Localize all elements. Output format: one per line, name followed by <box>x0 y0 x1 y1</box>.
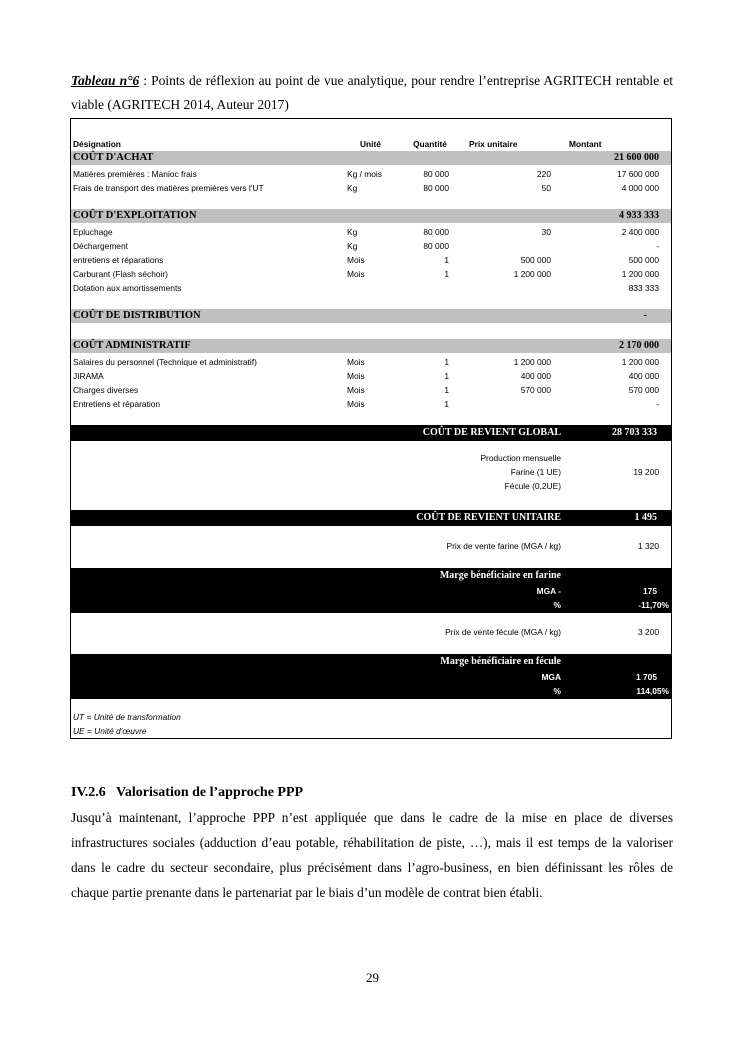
row-quantity: 80 000 <box>423 227 449 237</box>
page-number: 29 <box>366 970 379 985</box>
table-notes <box>71 711 671 739</box>
farine-margin-mga-label: MGA - <box>536 586 561 596</box>
farine-margin-label: Marge bénéficiaire en farine <box>439 570 561 581</box>
row-designation: Déchargement <box>73 241 128 251</box>
row-unit-price: 500 000 <box>520 255 551 265</box>
row-unit: Mois <box>347 371 365 381</box>
row-quantity: 1 <box>444 371 449 381</box>
row-quantity: 1 <box>444 269 449 279</box>
section-header-achat <box>71 151 671 165</box>
row-designation: Carburant (Flash séchoir) <box>73 269 168 279</box>
header-unit: Unité <box>360 139 381 149</box>
table-caption <box>71 69 673 117</box>
row-amount: 1 200 000 <box>621 269 659 279</box>
row-amount: 2 400 000 <box>621 227 659 237</box>
section-title: COÛT D'EXPLOITATION <box>73 210 197 221</box>
header-unit-price: Prix unitaire <box>469 139 518 149</box>
farine-price-label: Prix de vente farine (MGA / kg) <box>446 541 561 551</box>
farine-margin-block <box>71 568 671 613</box>
header-designation: Désignation <box>73 139 121 149</box>
row-unit-price: 30 <box>541 227 551 237</box>
section-total: 21 600 000 <box>614 152 659 163</box>
section-title: Valorisation de l’approche PPP <box>116 785 304 800</box>
fecule-margin-label: Marge bénéficiaire en fécule <box>440 656 561 667</box>
row-unit: Mois <box>347 269 365 279</box>
row-designation: Epluchage <box>73 227 113 237</box>
table-row <box>71 267 671 281</box>
row-quantity: 80 000 <box>423 169 449 179</box>
row-amount: - <box>656 241 659 251</box>
row-unit: Mois <box>347 399 365 409</box>
section-total: 4 933 333 <box>619 210 659 221</box>
production-title: Production mensuelle <box>480 453 561 463</box>
table-row <box>71 281 671 295</box>
note-ut: UT = Unité de transformation <box>73 712 181 722</box>
table-row <box>71 239 671 253</box>
row-unit-price: 50 <box>541 183 551 193</box>
global-cost-value: 28 703 333 <box>612 427 657 438</box>
row-amount: - <box>656 399 659 409</box>
table-header-row <box>71 139 671 151</box>
production-fecule-label: Fécule (0,2UE) <box>504 481 561 491</box>
section-total: - <box>643 310 647 321</box>
farine-price-value: 1 320 <box>638 541 659 551</box>
row-amount: 4 000 000 <box>621 183 659 193</box>
global-cost-bar <box>71 425 671 441</box>
row-designation: Charges diverses <box>73 385 139 395</box>
section-header-distribution <box>71 309 671 323</box>
row-quantity: 1 <box>444 399 449 409</box>
row-designation: entretiens et réparations <box>73 255 164 265</box>
row-unit-price: 220 <box>537 169 551 179</box>
row-unit-price: 1 200 000 <box>513 269 551 279</box>
unit-cost-bar <box>71 510 671 526</box>
table-row <box>71 397 671 411</box>
row-designation: JIRAMA <box>73 371 104 381</box>
row-amount: 1 200 000 <box>621 357 659 367</box>
section-header-administratif <box>71 339 671 353</box>
table-caption-label: Tableau n°6 <box>71 73 140 88</box>
row-amount: 17 600 000 <box>617 169 659 179</box>
section-total: 2 170 000 <box>619 340 659 351</box>
row-amount: 570 000 <box>628 385 659 395</box>
row-designation: Entretiens et réparation <box>73 399 161 409</box>
row-quantity: 1 <box>444 255 449 265</box>
row-unit: Kg <box>347 241 358 251</box>
table-row <box>71 181 671 195</box>
row-unit-price: 1 200 000 <box>513 357 551 367</box>
header-amount: Montant <box>569 139 602 149</box>
fecule-margin-pct-label: % <box>553 686 561 696</box>
row-amount: 833 333 <box>628 283 659 293</box>
row-unit: Mois <box>347 255 365 265</box>
production-farine-label: Farine (1 UE) <box>510 467 561 477</box>
fecule-margin-mga-label: MGA <box>541 672 561 682</box>
row-amount: 400 000 <box>628 371 659 381</box>
farine-margin-mga-value: 175 <box>643 586 657 596</box>
row-quantity: 80 000 <box>423 241 449 251</box>
row-unit-price: 400 000 <box>520 371 551 381</box>
unit-cost-label: COÛT DE REVIENT UNITAIRE <box>416 512 561 523</box>
table-row <box>71 225 671 239</box>
row-designation: Dotation aux amortissements <box>73 283 182 293</box>
row-designation: Matières premières : Manioc frais <box>73 169 197 179</box>
row-amount: 500 000 <box>628 255 659 265</box>
row-unit-price: 570 000 <box>520 385 551 395</box>
fecule-margin-block <box>71 654 671 699</box>
section-number: IV.2.6 <box>71 785 106 800</box>
section-heading <box>71 785 303 801</box>
section-title: COÛT ADMINISTRATIF <box>73 340 191 351</box>
fecule-price-row <box>71 627 671 641</box>
section-title: COÛT D'ACHAT <box>73 152 154 163</box>
row-unit: Kg <box>347 183 358 193</box>
fecule-price-value: 3 200 <box>638 627 659 637</box>
farine-margin-pct-label: % <box>553 600 561 610</box>
section-title: COÛT DE DISTRIBUTION <box>73 310 201 321</box>
unit-cost-value: 1 495 <box>634 512 657 523</box>
farine-price-row <box>71 541 671 555</box>
table-row <box>71 355 671 369</box>
row-designation: Frais de transport des matières premières vers l'UT <box>73 183 264 193</box>
section-body: Jusqu’à maintenant, l’approche PPP n’est appliquée que dans le cadre de la mise en place de diverses infrastructures sociales (adduction d’eau potable, réhabilitation de piste, …), mais il est temps de la valoriser dans le cadre du secteur secondaire, plus précisément dans l’agro-business, en bien définissant les rôles de chaque partie prenante dans le partenariat par le biais d’un modèle de contrat bien établi. <box>71 810 673 900</box>
header-quantity: Quantité <box>413 139 447 149</box>
cost-analysis-table <box>70 118 672 739</box>
row-quantity: 80 000 <box>423 183 449 193</box>
row-unit: Kg / mois <box>347 169 382 179</box>
table-caption-text: : Points de réflexion au point de vue analytique, pour rendre l’entreprise AGRITECH rentable et viable (AGRITECH 2014, Auteur 2017) <box>71 73 673 112</box>
global-cost-label: COÛT DE REVIENT GLOBAL <box>422 427 561 438</box>
row-designation: Salaires du personnel (Technique et administratif) <box>73 357 257 367</box>
fecule-price-label: Prix de vente fécule (MGA / kg) <box>445 627 561 637</box>
production-block <box>71 453 671 497</box>
fecule-margin-mga-value: 1 705 <box>636 672 657 682</box>
section-header-exploitation <box>71 209 671 223</box>
table-row <box>71 167 671 181</box>
production-farine-value: 19 200 <box>633 467 659 477</box>
table-row <box>71 383 671 397</box>
row-quantity: 1 <box>444 385 449 395</box>
row-unit: Mois <box>347 385 365 395</box>
row-unit: Mois <box>347 357 365 367</box>
table-row <box>71 369 671 383</box>
row-quantity: 1 <box>444 357 449 367</box>
farine-margin-pct-value: -11,70% <box>638 600 669 610</box>
table-row <box>71 253 671 267</box>
row-unit: Kg <box>347 227 358 237</box>
note-ue: UE = Unité d'œuvre <box>73 726 147 736</box>
fecule-margin-pct-value: 114,05% <box>636 686 669 696</box>
